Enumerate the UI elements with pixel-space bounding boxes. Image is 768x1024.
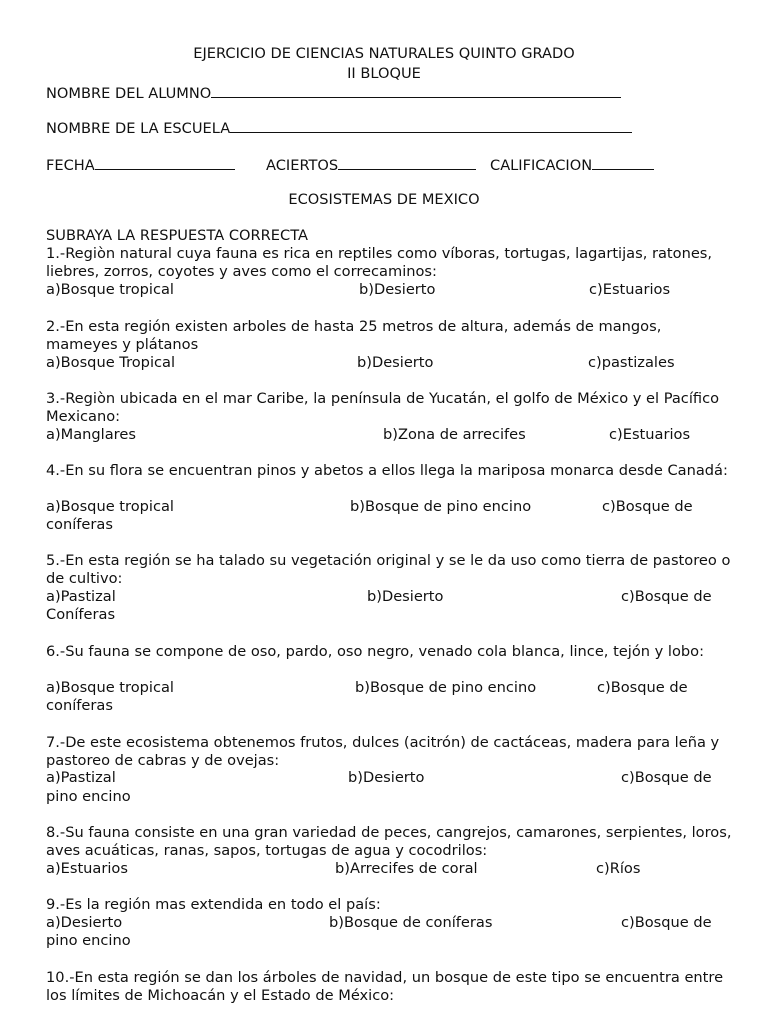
question-4-option-b[interactable]: b)Bosque de pino encino <box>350 498 532 515</box>
question-7-text: 7.-De este ecosistema obtenemos frutos, dulces (acitrón) de cactáceas, madera para leña y pastoreo de cabras y de ovejas: <box>46 734 720 769</box>
date-label: FECHA <box>46 157 95 174</box>
student-name-blank[interactable] <box>211 83 621 98</box>
question-3-text: 3.-Regiòn ubicada en el mar Caribe, la península de Yucatán, el golfo de México y el Pacífico Mexicano: <box>46 390 720 425</box>
question-8-option-b[interactable]: b)Arrecifes de coral <box>335 860 478 877</box>
section-title: ECOSISTEMAS DE MEXICO <box>288 191 480 208</box>
question-1-text: 1.-Regiòn natural cuya fauna es rica en reptiles como víboras, tortugas, lagartijas, ratones, liebres, zorros, coyotes y aves como el correcaminos: <box>46 245 713 280</box>
question-5-text: 5.-En esta región se ha talado su vegetación original y se le da uso como tierra de pastoreo o de cultivo: <box>46 552 731 587</box>
question-4-option-c-continued[interactable]: coníferas <box>46 516 113 533</box>
question-2-option-c[interactable]: c)pastizales <box>588 354 675 371</box>
hits-label: ACIERTOS <box>266 157 339 174</box>
question-9-text: 9.-Es la región mas extendida en todo el país: <box>46 896 381 913</box>
grade-field[interactable] <box>490 155 654 175</box>
question-9-option-a[interactable]: a)Desierto <box>46 914 123 931</box>
question-1-option-b[interactable]: b)Desierto <box>359 281 436 298</box>
grade-blank[interactable] <box>592 155 654 170</box>
school-name-blank[interactable] <box>230 118 632 133</box>
question-9-option-c[interactable]: c)Bosque de <box>621 914 712 931</box>
question-5-option-b[interactable]: b)Desierto <box>367 588 444 605</box>
student-name-label: NOMBRE DEL ALUMNO <box>46 85 212 102</box>
question-7-option-a[interactable]: a)Pastizal <box>46 769 116 786</box>
date-field[interactable] <box>46 155 235 175</box>
question-7-option-c-continued[interactable]: pino encino <box>46 788 131 805</box>
question-4-option-c[interactable]: c)Bosque de <box>602 498 693 515</box>
hits-field[interactable] <box>266 155 476 175</box>
worksheet-title: EJERCICIO DE CIENCIAS NATURALES QUINTO GRADO <box>193 45 575 62</box>
question-3-option-b[interactable]: b)Zona de arrecifes <box>383 426 526 443</box>
question-5-option-c-continued[interactable]: Coníferas <box>46 606 116 623</box>
question-5-option-a[interactable]: a)Pastizal <box>46 588 116 605</box>
hits-blank[interactable] <box>338 155 476 170</box>
question-1-option-c[interactable]: c)Estuarios <box>589 281 671 298</box>
question-3-option-a[interactable]: a)Manglares <box>46 426 136 443</box>
question-1-option-a[interactable]: a)Bosque tropical <box>46 281 174 298</box>
school-name-label: NOMBRE DE LA ESCUELA <box>46 120 231 137</box>
question-4-text: 4.-En su flora se encuentran pinos y abetos a ellos llega la mariposa monarca desde Canadá: <box>46 462 728 479</box>
question-2-option-b[interactable]: b)Desierto <box>357 354 434 371</box>
instruction: SUBRAYA LA RESPUESTA CORRECTA <box>46 227 308 244</box>
question-9-option-c-continued[interactable]: pino encino <box>46 932 131 949</box>
question-2-option-a[interactable]: a)Bosque Tropical <box>46 354 176 371</box>
school-name-field[interactable] <box>46 118 632 138</box>
question-9-option-b[interactable]: b)Bosque de coníferas <box>329 914 493 931</box>
question-7-option-b[interactable]: b)Desierto <box>348 769 425 786</box>
question-2-text: 2.-En esta región existen arboles de hasta 25 metros de altura, además de mangos, mameyes y plátanos <box>46 318 662 353</box>
question-6-option-c[interactable]: c)Bosque de <box>597 679 688 696</box>
question-8-option-c[interactable]: c)Ríos <box>596 860 641 877</box>
question-6-option-c-continued[interactable]: coníferas <box>46 697 113 714</box>
question-8-text: 8.-Su fauna consiste en una gran variedad de peces, cangrejos, camarones, serpientes, loros, aves acuáticas, ranas, sapos, tortugas de agua y cocodrilos: <box>46 824 732 859</box>
question-6-option-b[interactable]: b)Bosque de pino encino <box>355 679 537 696</box>
question-4-option-a[interactable]: a)Bosque tropical <box>46 498 174 515</box>
student-name-field[interactable] <box>46 83 621 103</box>
date-blank[interactable] <box>95 155 235 170</box>
worksheet-subtitle: II BLOQUE <box>347 65 421 82</box>
question-10-text: 10.-En esta región se dan los árboles de navidad, un bosque de este tipo se encuentra entre los límites de Michoacán y el Estado de México: <box>46 969 724 1004</box>
grade-label: CALIFICACION <box>490 157 593 174</box>
question-7-option-c[interactable]: c)Bosque de <box>621 769 712 786</box>
question-6-text: 6.-Su fauna se compone de oso, pardo, oso negro, venado cola blanca, lince, tejón y lobo: <box>46 643 705 660</box>
question-3-option-c[interactable]: c)Estuarios <box>609 426 691 443</box>
question-6-option-a[interactable]: a)Bosque tropical <box>46 679 174 696</box>
question-5-option-c[interactable]: c)Bosque de <box>621 588 712 605</box>
question-8-option-a[interactable]: a)Estuarios <box>46 860 128 877</box>
